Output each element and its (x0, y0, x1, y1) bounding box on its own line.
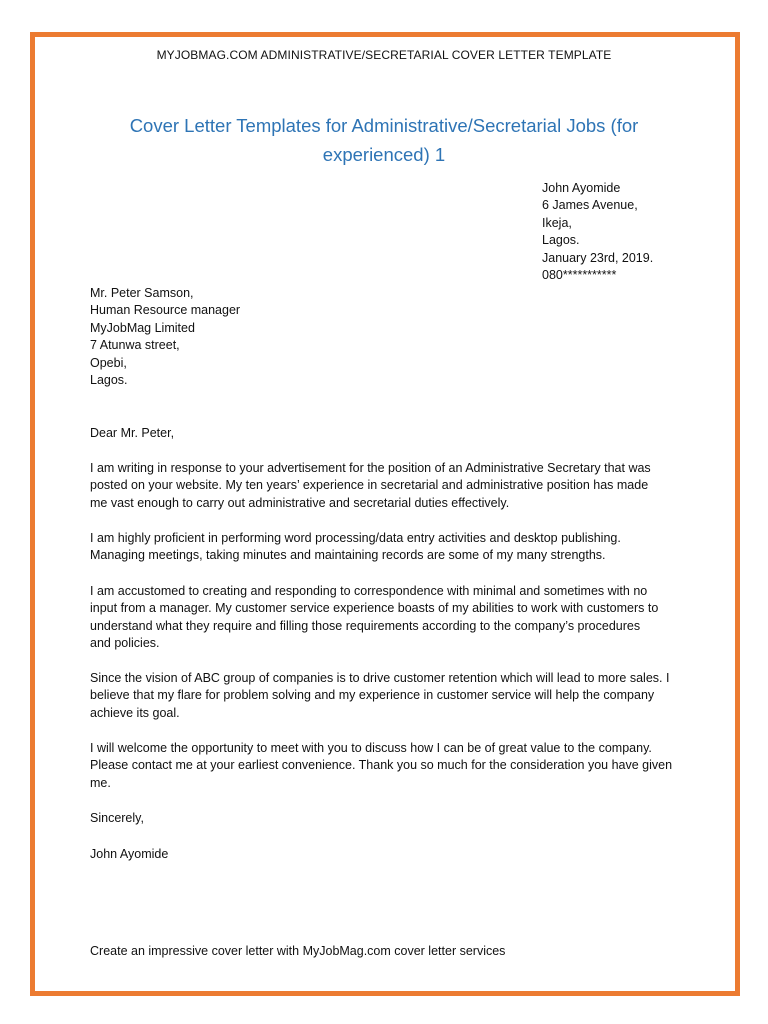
signature-name: John Ayomide (90, 847, 169, 861)
sender-area: Ikeja, (542, 215, 572, 230)
paragraph-line: believe that my flare for problem solving and my experience in customer service will help the company (90, 688, 655, 703)
recipient-area: Opebi, (90, 355, 127, 370)
letter-paragraph-3 (90, 583, 690, 653)
recipient-address-block (90, 285, 240, 389)
letter-paragraph-2 (90, 530, 690, 565)
sender-phone: 080*********** (542, 268, 617, 283)
document-title-line-1: Cover Letter Templates for Administrative/Secretarial Jobs (for (129, 115, 639, 136)
paragraph-line: I am accustomed to creating and responding to correspondence with minimal and sometimes with no (90, 584, 648, 598)
recipient-city: Lagos. (90, 373, 128, 388)
letter-paragraph-4 (90, 670, 690, 722)
sender-address-block (542, 180, 653, 284)
sender-street: 6 James Avenue, (542, 198, 638, 213)
footer-note: Create an impressive cover letter with MyJobMag.com cover letter services (90, 944, 506, 958)
recipient-position: Human Resource manager (90, 303, 241, 318)
paragraph-line: achieve its goal. (90, 705, 180, 720)
paragraph-line: posted on your website. My ten years’ experience in secretarial and administrative position has made (90, 478, 649, 493)
document-title-line-2: experienced) 1 (322, 144, 446, 165)
letter-paragraph-5 (90, 740, 690, 792)
recipient-street: 7 Atunwa street, (90, 338, 180, 353)
sender-city: Lagos. (542, 233, 580, 248)
paragraph-line: Please contact me at your earliest convenience. Thank you so much for the consideration you have given (90, 758, 673, 773)
letter-date: January 23rd, 2019. (542, 250, 654, 265)
closing: Sincerely, (90, 811, 144, 825)
document-title (110, 111, 658, 169)
running-header: MYJOBMAG.COM ADMINISTRATIVE/SECRETARIAL COVER LETTER TEMPLATE (156, 48, 612, 62)
paragraph-line: input from a manager. My customer service experience boasts of my abilities to work with customers to (90, 601, 659, 616)
paragraph-line: me. (90, 775, 111, 790)
paragraph-line: I am highly proficient in performing word processing/data entry activities and desktop publishing. (90, 531, 621, 545)
letter-paragraph-1 (90, 460, 690, 512)
sender-name: John Ayomide (542, 181, 621, 195)
paragraph-line: Since the vision of ABC group of companies is to drive customer retention which will lead to more sales. I (90, 671, 670, 685)
paragraph-line: and policies. (90, 636, 160, 651)
paragraph-line: I am writing in response to your advertisement for the position of an Administrative Secretary that was (90, 461, 651, 475)
paragraph-line: I will welcome the opportunity to meet with you to discuss how I can be of great value to the company. (90, 741, 652, 755)
salutation: Dear Mr. Peter, (90, 426, 175, 440)
recipient-company: MyJobMag Limited (90, 320, 195, 335)
paragraph-line: understand what they require and filling those requirements according to the company’s procedures (90, 618, 641, 633)
paragraph-line: Managing meetings, taking minutes and maintaining records are some of my many strengths. (90, 548, 606, 563)
recipient-name: Mr. Peter Samson, (90, 286, 194, 300)
paragraph-line: me vast enough to carry out administrative and secretarial duties effectively. (90, 495, 510, 510)
